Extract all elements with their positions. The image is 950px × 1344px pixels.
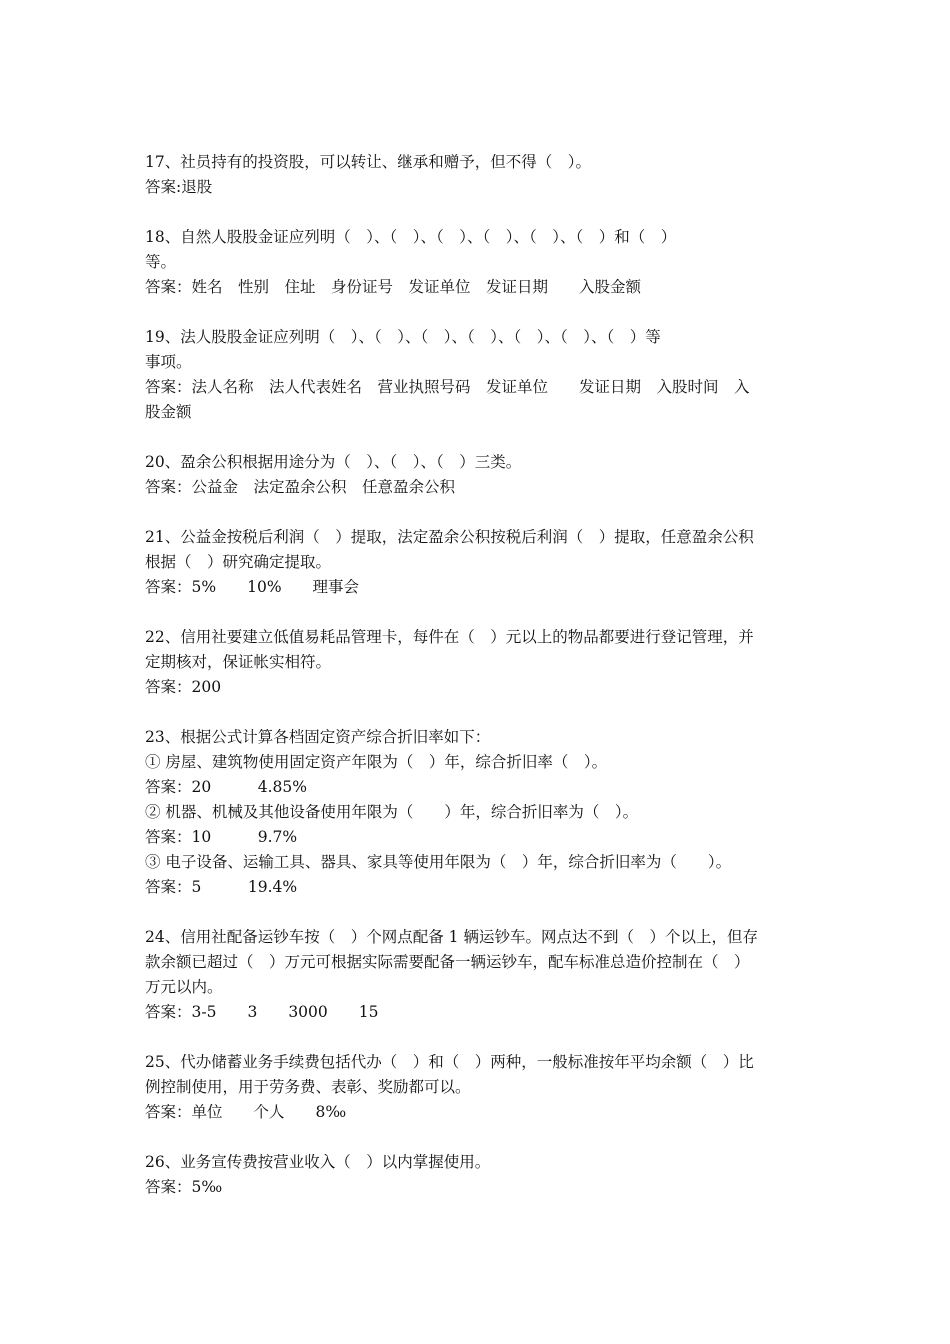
question-block-19 [145, 325, 810, 425]
sub-question-3: ③ 电子设备、运输工具、器具、家具等使用年限为（ ）年，综合折旧率为（ ）。 [145, 853, 732, 871]
answer-text: 答案：5‰ [145, 1178, 223, 1196]
sub-question-2: ② 机器、机械及其他设备使用年限为（ ）年，综合折旧率为（ ）。 [145, 803, 639, 821]
answer-text: 答案：公益金 法定盈余公积 任意盈余公积 [145, 478, 456, 496]
answer-text: 答案:退股 [145, 178, 213, 196]
answer-text-continued: 股金额 [145, 403, 192, 421]
question-text: 21、公益金按税后利润（ ）提取，法定盈余公积按税后利润（ ）提取，任意盈余公积 [145, 528, 754, 546]
document-body [145, 150, 810, 1225]
answer-text: 答案：5% 10% 理事会 [145, 578, 360, 596]
question-text: 24、信用社配备运钞车按（ ）个网点配备 1 辆运钞车。网点达不到（ ）个以上，但存 [145, 928, 758, 946]
sub-answer-3: 答案：5 19.4% [145, 878, 298, 896]
question-text: 23、根据公式计算各档固定资产综合折旧率如下： [145, 728, 491, 746]
question-text: 17、社员持有的投资股，可以转让、继承和赠予，但不得（ ）。 [145, 153, 591, 171]
question-block-26 [145, 1150, 810, 1200]
answer-text: 答案：姓名 性别 住址 身份证号 发证单位 发证日期 入股金额 [145, 278, 642, 296]
answer-text: 答案：3-5 3 3000 15 [145, 1003, 379, 1021]
question-text-continued: 万元以内。 [145, 978, 223, 996]
sub-answer-1: 答案：20 4.85% [145, 778, 307, 796]
question-text-continued: 等。 [145, 253, 177, 271]
question-text: 22、信用社要建立低值易耗品管理卡，每件在（ ）元以上的物品都要进行登记管理，并 [145, 628, 754, 646]
question-text-continued: 款余额已超过（ ）万元可根据实际需要配备一辆运钞车，配车标准总造价控制在（ ） [145, 953, 750, 971]
question-text: 18、自然人股股金证应列明（ ）、（ ）、（ ）、（ ）、（ ）、（ ）和（ ） [145, 228, 677, 246]
question-text: 19、法人股股金证应列明（ ）、（ ）、（ ）、（ ）、（ ）、（ ）、（ ）等 [145, 328, 661, 346]
answer-text: 答案：法人名称 法人代表姓名 营业执照号码 发证单位 发证日期 入股时间 入 [145, 378, 750, 396]
question-text-continued: 定期核对，保证帐实相符。 [145, 653, 332, 671]
question-text: 26、业务宣传费按营业收入（ ）以内掌握使用。 [145, 1153, 491, 1171]
answer-text: 答案：单位 个人 8‰ [145, 1103, 347, 1121]
sub-answer-2: 答案：10 9.7% [145, 828, 298, 846]
question-block-22 [145, 625, 810, 700]
question-block-20 [145, 450, 810, 500]
question-block-24 [145, 925, 810, 1025]
question-block-17 [145, 150, 810, 200]
question-text-continued: 例控制使用，用于劳务费、表彰、奖励都可以。 [145, 1078, 471, 1096]
question-block-18 [145, 225, 810, 300]
question-text: 25、代办储蓄业务手续费包括代办（ ）和（ ）两种，一般标准按年平均余额（ ）比 [145, 1053, 754, 1071]
question-text-continued: 根据（ ）研究确定提取。 [145, 553, 332, 571]
question-text: 20、盈余公积根据用途分为（ ）、（ ）、（ ）三类。 [145, 453, 522, 471]
question-text-continued: 事项。 [145, 353, 192, 371]
answer-text: 答案：200 [145, 678, 222, 696]
question-block-23 [145, 725, 810, 900]
question-block-25 [145, 1050, 810, 1125]
question-block-21 [145, 525, 810, 600]
sub-question-1: ① 房屋、建筑物使用固定资产年限为（ ）年，综合折旧率（ ）。 [145, 753, 608, 771]
